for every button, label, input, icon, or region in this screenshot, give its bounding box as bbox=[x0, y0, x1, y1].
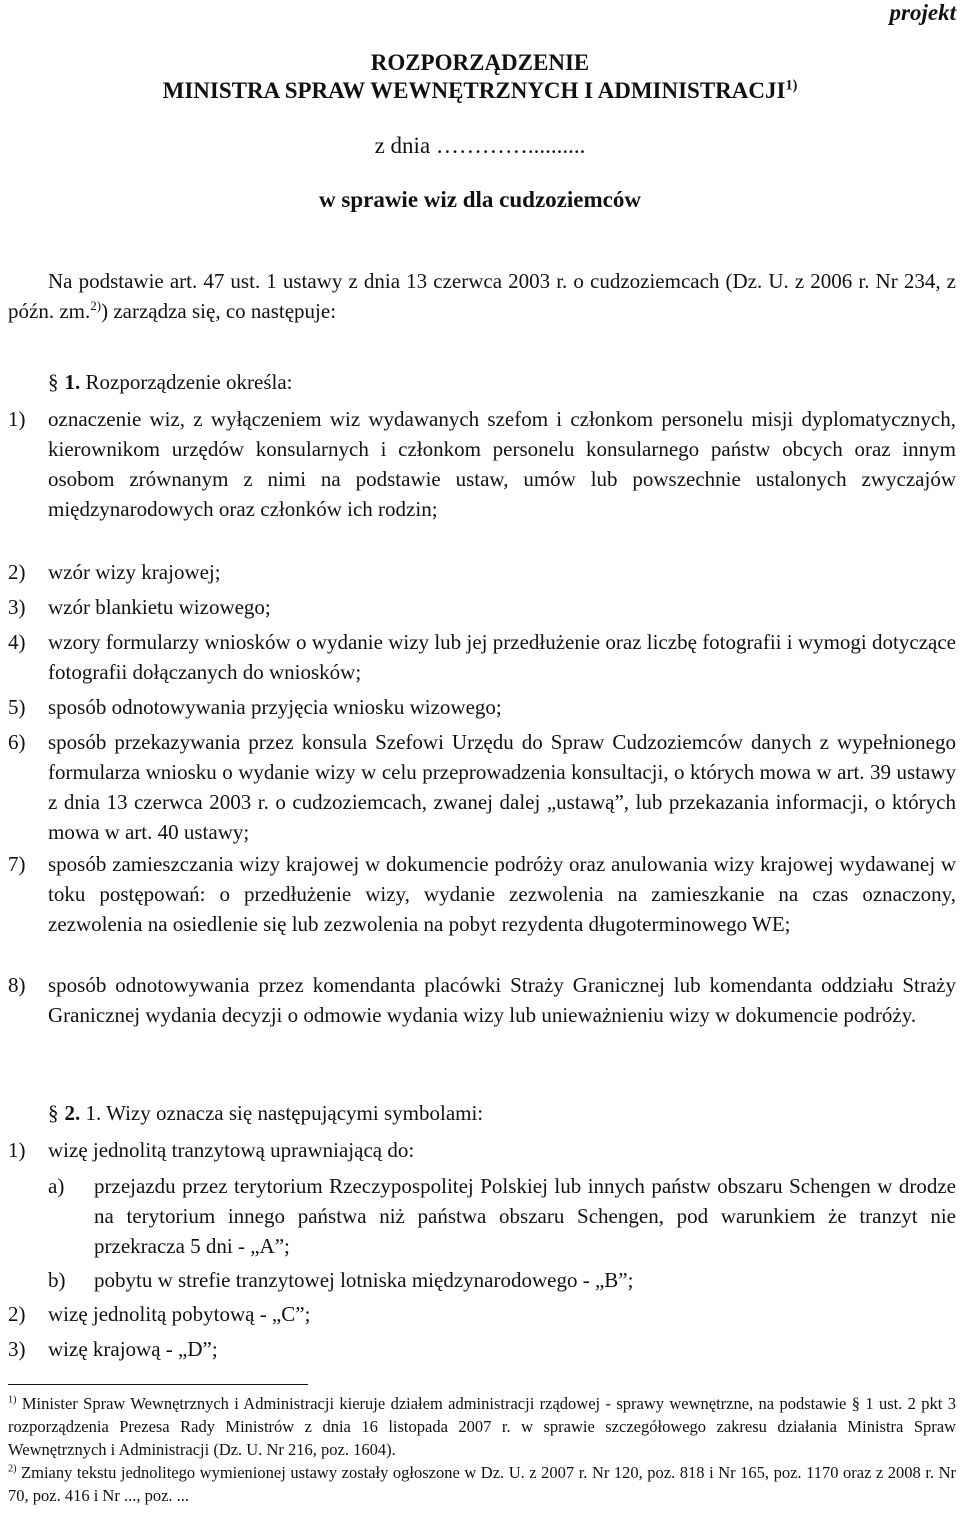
list-item bbox=[8, 727, 956, 847]
paragraph-mark: § bbox=[48, 1101, 59, 1125]
list-item-text: wzory formularzy wniosków o wydanie wizy lub jej przedłużenie oraz liczbę fotografii i wymogi dotyczące fotografii dołączanych do wniosków; bbox=[48, 630, 956, 684]
list-item bbox=[8, 1135, 956, 1165]
sub-list-item bbox=[48, 1265, 956, 1295]
issuing-authority bbox=[0, 78, 960, 104]
date-line: z dnia ………….......... bbox=[374, 133, 586, 158]
preamble-text: Na podstawie art. 47 ust. 1 ustawy z dnia 13 czerwca 2003 r. o cudzoziemcach (Dz. U. z 2006 r. Nr 234, z późn. zm. bbox=[8, 269, 956, 323]
footnote-1 bbox=[8, 1392, 956, 1461]
draft-label: projekt bbox=[889, 0, 956, 25]
list-item-text: wizę jednolitą tranzytową uprawniającą do: bbox=[48, 1138, 415, 1162]
list-item bbox=[8, 970, 956, 1030]
section-1-number: 1. bbox=[64, 370, 81, 394]
section-2-intro: 1. Wizy oznacza się następującymi symbolami: bbox=[85, 1101, 484, 1125]
preamble bbox=[8, 266, 956, 326]
list-item-text: wzór blankietu wizowego; bbox=[48, 595, 271, 619]
list-item-number: 5) bbox=[8, 695, 26, 719]
list-item-number: 7) bbox=[8, 852, 26, 876]
section-2-heading bbox=[48, 1098, 483, 1128]
section-1-heading bbox=[48, 367, 293, 397]
list-item-number: 4) bbox=[8, 630, 26, 654]
sub-list-item-text: pobytu w strefie tranzytowej lotniska międzynarodowego - „B”; bbox=[94, 1268, 634, 1292]
list-item-number: 3) bbox=[8, 595, 26, 619]
issuing-authority-text: MINISTRA SPRAW WEWNĘTRZNYCH I ADMINISTRACJI bbox=[162, 78, 786, 103]
list-item bbox=[8, 404, 956, 524]
footnote-ref-2[interactable]: 2) bbox=[90, 298, 102, 313]
list-item-number: 8) bbox=[8, 973, 26, 997]
list-item-text: wzór wizy krajowej; bbox=[48, 560, 221, 584]
footnote-ref-1[interactable]: 1) bbox=[785, 77, 798, 94]
list-item bbox=[8, 1299, 956, 1329]
footnote-2-text: Zmiany tekstu jednolitego wymienionej ustawy zostały ogłoszone w Dz. U. z 2007 r. Nr 120, poz. 818 i Nr 165, poz. 1170 oraz z 2008 r. Nr 70, poz. 416 i Nr ..., poz. ... bbox=[8, 1463, 956, 1505]
list-item-number: 1) bbox=[8, 1138, 26, 1162]
sub-list-item-letter: a) bbox=[48, 1174, 65, 1198]
document-title: ROZPORZĄDZENIE bbox=[370, 50, 590, 75]
footnote-1-text: Minister Spraw Wewnętrznych i Administracji kieruje działem administracji rządowej - sprawy wewnętrzne, na podstawie § 1 ust. 2 pkt 3 rozporządzenia Prezesa Rady Ministrów z dnia 16 listopada 2007 r. w sprawie szczegółowego zakresu działania Ministra Spraw Wewnętrznych i Administracji (Dz. U. Nr 216, poz. 1604). bbox=[8, 1394, 956, 1459]
paragraph-mark: § bbox=[48, 370, 59, 394]
list-item-number: 1) bbox=[8, 407, 26, 431]
footnote-1-mark: 1) bbox=[8, 1394, 17, 1406]
list-item bbox=[8, 627, 956, 687]
list-item bbox=[8, 692, 956, 722]
sub-list-item-letter: b) bbox=[48, 1268, 66, 1292]
list-item bbox=[8, 849, 956, 939]
list-item-number: 6) bbox=[8, 730, 26, 754]
list-item-text: sposób odnotowywania przez komendanta placówki Straży Granicznej lub komendanta oddziału Straży Granicznej wydania decyzji o odmowie wydania wizy lub unieważnieniu wizy w dokumencie podróży. bbox=[48, 973, 956, 1027]
list-item-text: oznaczenie wiz, z wyłączeniem wiz wydawanych szefom i członkom personelu misji dyplomatycznych, kierownikom urzędów konsularnych i członkom personelu konsularnego państw obcych oraz innym osobom zrównanym z nimi na podstawie ustaw, umów lub powszechnie ustalonych zwyczajów międzynarodowych oraz członków ich rodzin; bbox=[48, 407, 956, 521]
list-item-number: 2) bbox=[8, 560, 26, 584]
list-item-text: sposób zamieszczania wizy krajowej w dokumencie podróży oraz anulowania wizy krajowej wydawanej w toku postępowań: o przedłużenie wizy, wydanie zezwolenia na zamieszkanie na czas oznaczony, zezwolenia na osiedlenie się lub zezwolenia na pobyt rezydenta długoterminowego WE; bbox=[48, 852, 956, 936]
footnote-separator bbox=[8, 1384, 308, 1385]
footnote-2 bbox=[8, 1461, 956, 1507]
footnote-2-mark: 2) bbox=[8, 1463, 17, 1475]
section-1-intro: Rozporządzenie określa: bbox=[85, 370, 293, 394]
list-item-text: wizę jednolitą pobytową - „C”; bbox=[48, 1302, 311, 1326]
sub-list-item bbox=[48, 1171, 956, 1261]
section-2-number: 2. bbox=[64, 1101, 81, 1125]
sub-list-item-text: przejazdu przez terytorium Rzeczypospolitej Polskiej lub innych państw obszaru Schengen w drodze na terytorium innego państwa niż państwa obszaru Schengen, pod warunkiem że tranzyt nie przekracza 5 dni - „A”; bbox=[94, 1174, 956, 1258]
list-item bbox=[8, 592, 956, 622]
subject-line: w sprawie wiz dla cudzoziemców bbox=[319, 187, 641, 212]
preamble-end: ) zarządza się, co następuje: bbox=[101, 299, 337, 323]
list-item-number: 2) bbox=[8, 1302, 26, 1326]
list-item-text: sposób przekazywania przez konsula Szefowi Urzędu do Spraw Cudzoziemców danych z wypełnionego formularza wniosku o wydanie wizy w celu przeprowadzenia konsultacji, o których mowa w art. 39 ustawy z dnia 13 czerwca 2003 r. o cudzoziemcach, zwanej dalej „ustawą”, lub przekazania informacji, o których mowa w art. 40 ustawy; bbox=[48, 730, 956, 844]
list-item bbox=[8, 557, 956, 587]
list-item-text: sposób odnotowywania przyjęcia wniosku wizowego; bbox=[48, 695, 502, 719]
list-item-text: wizę krajową - „D”; bbox=[48, 1337, 218, 1361]
list-item bbox=[8, 1334, 956, 1364]
list-item-number: 3) bbox=[8, 1337, 26, 1361]
